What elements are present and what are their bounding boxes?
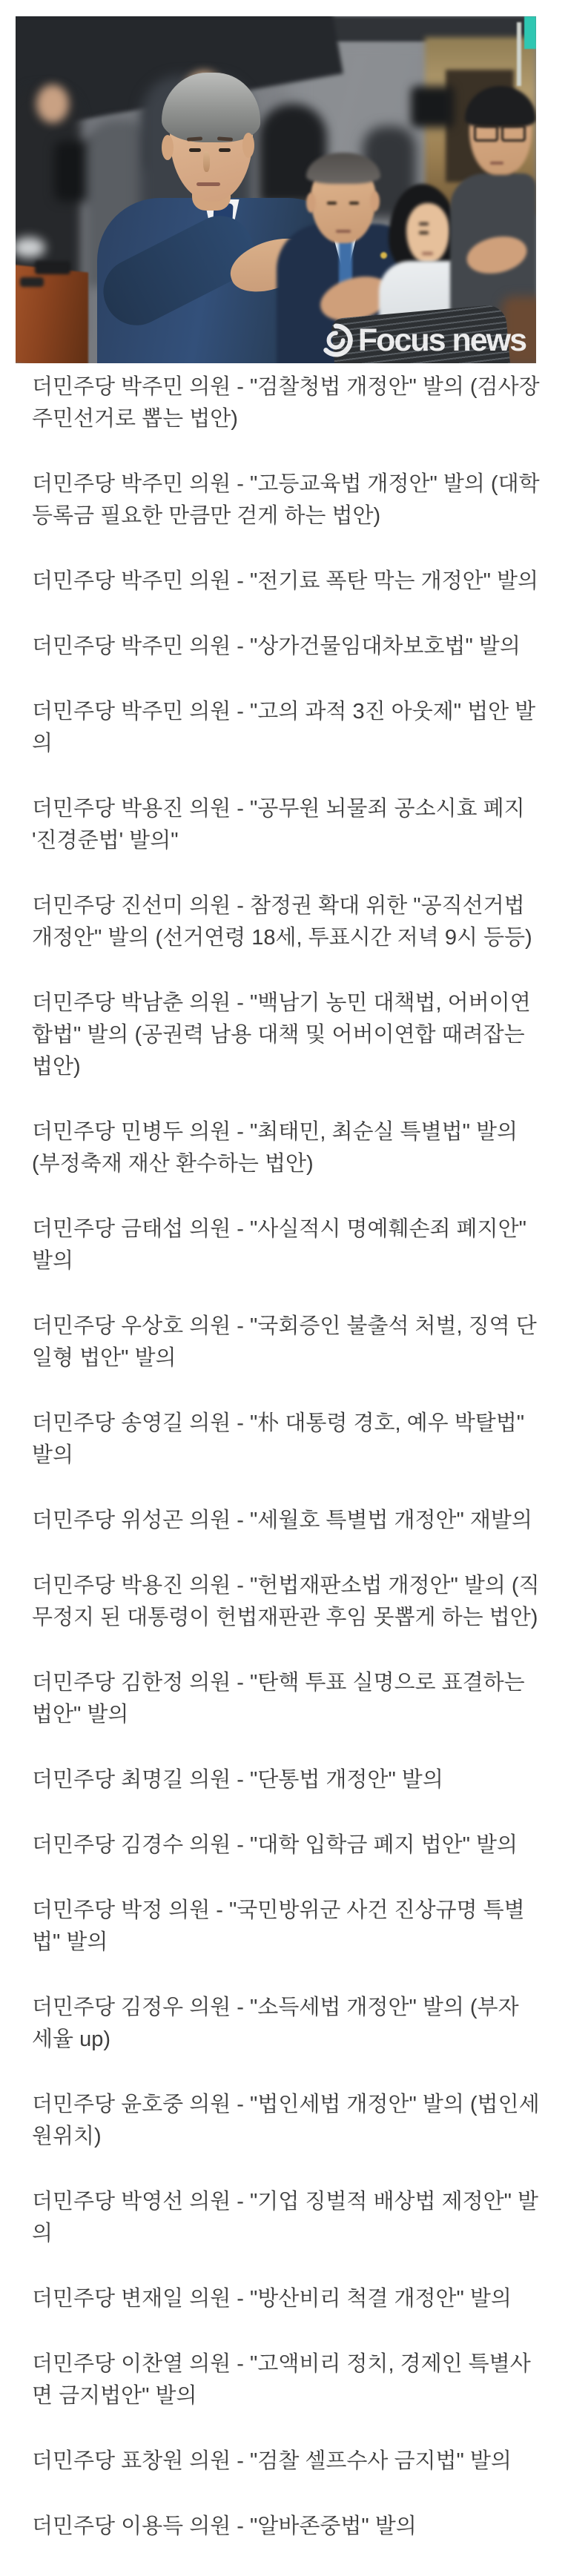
second-figure-eye — [327, 202, 337, 205]
woman-figure-eyebrow — [419, 222, 429, 225]
focus-news-logo-icon — [319, 323, 353, 357]
list-item: 더민주당 박남춘 의원 - "백남기 농민 대책법, 어버이연합법" 발의 (공권력 남용 대책 및 어버이연합 때려잡는 법안) — [32, 991, 531, 1079]
list-item: 더민주당 박주민 의원 - "고등교육법 개정안" 발의 (대학등록금 필요한 만큼만 걷게 하는 법안) — [32, 472, 540, 528]
list-item: 더민주당 김경수 의원 - "대학 입학금 폐지 법안" 발의 — [32, 1833, 518, 1857]
main-figure-ear — [242, 133, 254, 158]
right-figure-mouth — [490, 162, 503, 165]
article-photo — [16, 16, 536, 363]
list-item: 더민주당 박주민 의원 - "검찰청법 개정안" 발의 (검사장 주민선거로 뽑는 법안) — [32, 375, 540, 431]
list-item: 더민주당 박용진 의원 - "헌법재판소법 개정안" 발의 (직무정지 된 대통령이 헌법재판관 후임 못뽑게 하는 법안) — [32, 1574, 540, 1629]
list-item: 더민주당 변재일 의원 - "방산비리 척결 개정안" 발의 — [32, 2287, 512, 2311]
second-figure-ear — [306, 193, 316, 213]
main-figure-ear — [162, 135, 174, 160]
second-figure-eye — [349, 202, 359, 205]
main-figure-eye — [219, 148, 231, 152]
second-figure-ear — [370, 191, 380, 211]
list-item: 더민주당 위성곤 의원 - "세월호 특별법 개정안" 재발의 — [32, 1509, 532, 1532]
list-item: 더민주당 최명길 의원 - "단통법 개정안" 발의 — [32, 1768, 443, 1792]
list-item: 더민주당 금태섭 의원 - "사실적시 명예훼손죄 폐지안" 발의 — [32, 1217, 526, 1273]
list-item: 더민주당 박영선 의원 - "기업 징벌적 배상법 제정안" 발의 — [32, 2190, 538, 2245]
list-item: 더민주당 송영길 의원 - "朴 대통령 경호, 예우 박탈법" 발의 — [32, 1411, 525, 1467]
right-figure-glasses — [474, 125, 498, 142]
list-item: 더민주당 박주민 의원 - "고의 과적 3진 아웃제" 법안 발의 — [32, 700, 536, 755]
woman-figure-mouth — [422, 252, 433, 255]
list-item: 더민주당 박정 의원 - "국민방위군 사건 진상규명 특별법" 발의 — [32, 1898, 525, 1954]
focus-news-watermark — [319, 323, 526, 357]
main-figure-nose — [203, 151, 210, 172]
woman-figure-eye — [419, 231, 429, 234]
list-item: 더민주당 김정우 의원 - "소득세법 개정안" 발의 (부자 세율 up) — [32, 1996, 519, 2051]
main-figure-mouth — [197, 182, 220, 186]
photo-doorframe — [517, 22, 521, 86]
background-person-face — [36, 85, 69, 123]
list-item: 더민주당 박용진 의원 - "공무원 뇌물죄 공소시효 폐지 '진경준법' 발의" — [32, 797, 525, 852]
list-item: 더민주당 김한정 의원 - "탄핵 투표 실명으로 표결하는 법안" 발의 — [32, 1671, 525, 1726]
right-figure-glasses — [501, 125, 526, 142]
camera-icon — [411, 86, 454, 128]
bill-list — [0, 371, 568, 2576]
main-figure-eye — [189, 148, 201, 152]
list-item: 더민주당 박주민 의원 - "전기료 폭탄 막는 개정안" 발의 — [32, 569, 538, 593]
list-item: 더민주당 진선미 의원 - 참정권 확대 위한 "공직선거법 개정안" 발의 (선거연령 18세, 투표시간 저녁 9시 등등) — [32, 894, 532, 950]
list-item: 더민주당 이찬열 의원 - "고액비리 정치, 경제인 특별사면 금지법안" 발의 — [32, 2352, 531, 2408]
second-figure-mouth — [336, 230, 351, 233]
list-item: 더민주당 민병두 의원 - "최태민, 최순실 특별법" 발의 (부정축재 재산 환수하는 법안) — [32, 1120, 518, 1176]
exit-sign — [524, 16, 536, 49]
list-item: 더민주당 우상호 의원 - "국회증인 불출석 처벌, 징역 단일형 법안" 발의 — [32, 1314, 537, 1370]
desk-object — [20, 277, 44, 287]
list-item: 더민주당 표창원 의원 - "검찰 셀프수사 금지법" 발의 — [32, 2449, 512, 2473]
watermark-text: Focus news — [357, 322, 526, 358]
list-item: 더민주당 윤호중 의원 - "법인세법 개정안" 발의 (법인세 원위치) — [32, 2093, 540, 2148]
desk-object — [35, 261, 70, 274]
lapel-pin — [380, 252, 387, 259]
list-item: 더민주당 박주민 의원 - "상가건물임대차보호법" 발의 — [32, 635, 521, 658]
list-item: 더민주당 이용득 의원 - "알바존중법" 발의 — [32, 2514, 417, 2538]
